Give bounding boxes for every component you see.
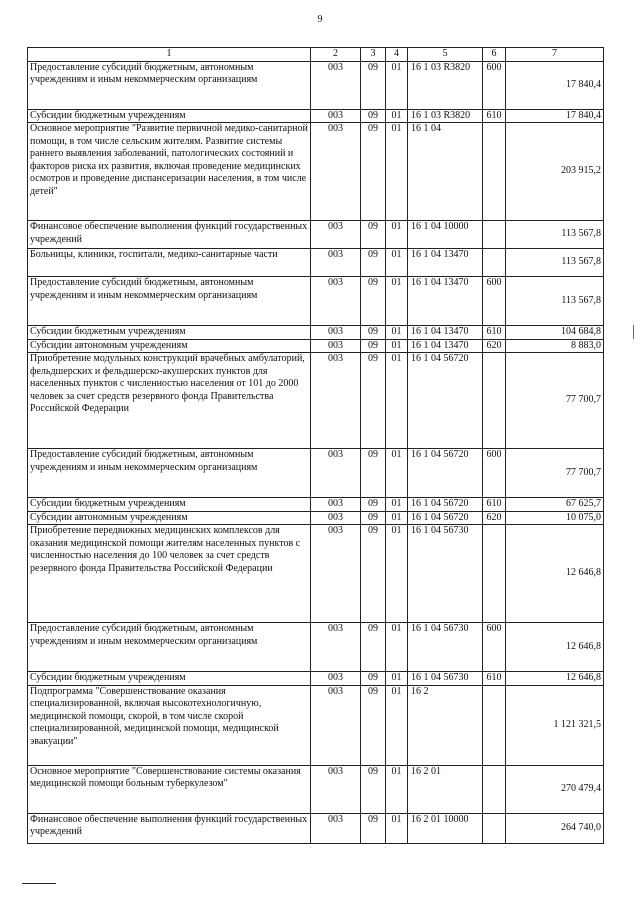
subsection-code-cell: 01 (386, 511, 408, 525)
amount-cell: 12 646,8 (506, 672, 604, 686)
section-code-cell: 09 (361, 326, 386, 340)
table-row (28, 221, 604, 249)
table-row (28, 672, 604, 686)
subsection-code-cell: 01 (386, 61, 408, 109)
expense-type-cell (483, 813, 506, 843)
subsection-code-cell: 01 (386, 525, 408, 623)
ministry-code-cell: 003 (311, 498, 361, 512)
target-article-cell: 16 1 04 56730 (408, 525, 483, 623)
expense-type-cell (483, 221, 506, 249)
ministry-code-cell: 003 (311, 326, 361, 340)
ministry-code-cell: 003 (311, 123, 361, 221)
ministry-code-cell: 003 (311, 249, 361, 277)
target-article-cell: 16 2 01 (408, 765, 483, 813)
table-row (28, 685, 604, 765)
subsection-code-cell: 01 (386, 249, 408, 277)
scan-artifact-mark (633, 325, 634, 339)
table-row (28, 326, 604, 340)
row-name-cell: Субсидии автономным учреждениям (28, 339, 311, 353)
section-code-cell: 09 (361, 685, 386, 765)
amount-cell: 270 479,4 (506, 765, 604, 813)
section-code-cell: 09 (361, 61, 386, 109)
subsection-code-cell: 01 (386, 326, 408, 340)
table-row (28, 61, 604, 109)
expense-type-cell: 610 (483, 672, 506, 686)
header-cell: 3 (361, 48, 386, 62)
expense-type-cell: 610 (483, 109, 506, 123)
amount-cell: 113 567,8 (506, 249, 604, 277)
row-name-cell: Приобретение модульных конструкций врачебных амбулаторий, фельдшерских и фельдшерско-акушерских пунктов для населенных пунктов с численностью населения от 101 до 2000 человек за счет средств резервного фонда Правительства Российской Федерации (28, 353, 311, 449)
target-article-cell: 16 1 04 56720 (408, 449, 483, 498)
expense-type-cell (483, 685, 506, 765)
section-code-cell: 09 (361, 249, 386, 277)
table-row (28, 525, 604, 623)
row-name-cell: Подпрограмма "Совершенствование оказания специализированной, включая высокотехнологичную, медицинской помощи, скорой, в том числе скорой специализированной, медицинской помощи, медицинской эвакуации" (28, 685, 311, 765)
target-article-cell: 16 1 04 13470 (408, 326, 483, 340)
table-row (28, 623, 604, 672)
table-row (28, 511, 604, 525)
subsection-code-cell: 01 (386, 277, 408, 326)
ministry-code-cell: 003 (311, 449, 361, 498)
ministry-code-cell: 003 (311, 685, 361, 765)
page-number: 9 (317, 14, 323, 25)
header-cell: 7 (506, 48, 604, 62)
amount-cell: 1 121 321,5 (506, 685, 604, 765)
row-name-cell: Предоставление субсидий бюджетным, автономным учреждениям и иным некоммерческим организациям (28, 61, 311, 109)
row-name-cell: Предоставление субсидий бюджетным, автономным учреждениям и иным некоммерческим организациям (28, 277, 311, 326)
amount-cell: 77 700,7 (506, 353, 604, 449)
amount-cell: 203 915,2 (506, 123, 604, 221)
target-article-cell: 16 1 03 R3820 (408, 109, 483, 123)
table-row (28, 277, 604, 326)
amount-cell: 10 075,0 (506, 511, 604, 525)
header-cell: 1 (28, 48, 311, 62)
ministry-code-cell: 003 (311, 109, 361, 123)
section-code-cell: 09 (361, 449, 386, 498)
expense-type-cell: 600 (483, 277, 506, 326)
subsection-code-cell: 01 (386, 339, 408, 353)
ministry-code-cell: 003 (311, 353, 361, 449)
header-cell: 5 (408, 48, 483, 62)
section-code-cell: 09 (361, 525, 386, 623)
amount-cell: 12 646,8 (506, 525, 604, 623)
section-code-cell: 09 (361, 623, 386, 672)
budget-table-body (28, 48, 604, 844)
amount-cell: 17 840,4 (506, 61, 604, 109)
header-cell: 2 (311, 48, 361, 62)
target-article-cell: 16 1 04 (408, 123, 483, 221)
section-code-cell: 09 (361, 672, 386, 686)
header-row (28, 48, 604, 62)
section-code-cell: 09 (361, 765, 386, 813)
budget-table (27, 47, 604, 844)
subsection-code-cell: 01 (386, 123, 408, 221)
target-article-cell: 16 1 04 56730 (408, 623, 483, 672)
subsection-code-cell: 01 (386, 765, 408, 813)
subsection-code-cell: 01 (386, 672, 408, 686)
row-name-cell: Финансовое обеспечение выполнения функций государственных учреждений (28, 813, 311, 843)
ministry-code-cell: 003 (311, 221, 361, 249)
amount-cell: 113 567,8 (506, 277, 604, 326)
ministry-code-cell: 003 (311, 277, 361, 326)
table-row (28, 449, 604, 498)
table-row (28, 353, 604, 449)
expense-type-cell (483, 525, 506, 623)
table-row (28, 765, 604, 813)
target-article-cell: 16 2 01 10000 (408, 813, 483, 843)
target-article-cell: 16 2 (408, 685, 483, 765)
ministry-code-cell: 003 (311, 765, 361, 813)
ministry-code-cell: 003 (311, 61, 361, 109)
subsection-code-cell: 01 (386, 813, 408, 843)
section-code-cell: 09 (361, 109, 386, 123)
expense-type-cell: 620 (483, 339, 506, 353)
amount-cell: 67 625,7 (506, 498, 604, 512)
row-name-cell: Предоставление субсидий бюджетным, автономным учреждениям и иным некоммерческим организациям (28, 449, 311, 498)
table-row (28, 123, 604, 221)
expense-type-cell: 600 (483, 623, 506, 672)
expense-type-cell (483, 123, 506, 221)
subsection-code-cell: 01 (386, 109, 408, 123)
section-code-cell: 09 (361, 123, 386, 221)
amount-cell: 113 567,8 (506, 221, 604, 249)
expense-type-cell (483, 765, 506, 813)
row-name-cell: Финансовое обеспечение выполнения функций государственных учреждений (28, 221, 311, 249)
subsection-code-cell: 01 (386, 685, 408, 765)
row-name-cell: Субсидии бюджетным учреждениям (28, 109, 311, 123)
expense-type-cell (483, 249, 506, 277)
ministry-code-cell: 003 (311, 813, 361, 843)
target-article-cell: 16 1 04 10000 (408, 221, 483, 249)
target-article-cell: 16 1 04 13470 (408, 339, 483, 353)
ministry-code-cell: 003 (311, 339, 361, 353)
row-name-cell: Основное мероприятие "Развитие первичной медико-санитарной помощи, в том числе сельским жителям. Развитие системы раннего выявления заболеваний, патологических состояний и факторов риска их развития, включая проведение медицинских осмотров и проведение диспансеризации населения, в том числе детей" (28, 123, 311, 221)
target-article-cell: 16 1 04 56720 (408, 511, 483, 525)
footnote-divider (22, 883, 56, 884)
expense-type-cell: 610 (483, 326, 506, 340)
row-name-cell: Субсидии бюджетным учреждениям (28, 672, 311, 686)
expense-type-cell: 600 (483, 449, 506, 498)
header-cell: 4 (386, 48, 408, 62)
target-article-cell: 16 1 04 56720 (408, 498, 483, 512)
section-code-cell: 09 (361, 498, 386, 512)
section-code-cell: 09 (361, 221, 386, 249)
amount-cell: 17 840,4 (506, 109, 604, 123)
section-code-cell: 09 (361, 813, 386, 843)
row-name-cell: Субсидии бюджетным учреждениям (28, 326, 311, 340)
amount-cell: 8 883,0 (506, 339, 604, 353)
row-name-cell: Приобретение передвижных медицинских комплексов для оказания медицинской помощи жителям населенных пунктов с численностью населения до 100 человек за счет средств резервного фонда Правительства Российской Федерации (28, 525, 311, 623)
target-article-cell: 16 1 04 13470 (408, 277, 483, 326)
row-name-cell: Предоставление субсидий бюджетным, автономным учреждениям и иным некоммерческим организациям (28, 623, 311, 672)
ministry-code-cell: 003 (311, 672, 361, 686)
target-article-cell: 16 1 04 56720 (408, 353, 483, 449)
subsection-code-cell: 01 (386, 449, 408, 498)
subsection-code-cell: 01 (386, 498, 408, 512)
header-cell: 6 (483, 48, 506, 62)
section-code-cell: 09 (361, 353, 386, 449)
section-code-cell: 09 (361, 277, 386, 326)
target-article-cell: 16 1 03 R3820 (408, 61, 483, 109)
expense-type-cell: 600 (483, 61, 506, 109)
subsection-code-cell: 01 (386, 221, 408, 249)
target-article-cell: 16 1 04 56730 (408, 672, 483, 686)
expense-type-cell: 620 (483, 511, 506, 525)
section-code-cell: 09 (361, 339, 386, 353)
row-name-cell: Субсидии автономным учреждениям (28, 511, 311, 525)
subsection-code-cell: 01 (386, 353, 408, 449)
ministry-code-cell: 003 (311, 525, 361, 623)
row-name-cell: Субсидии бюджетным учреждениям (28, 498, 311, 512)
amount-cell: 104 684,8 (506, 326, 604, 340)
amount-cell: 12 646,8 (506, 623, 604, 672)
table-row (28, 109, 604, 123)
amount-cell: 77 700,7 (506, 449, 604, 498)
expense-type-cell (483, 353, 506, 449)
row-name-cell: Основное мероприятие "Совершенствование системы оказания медицинской помощи больным туберкулезом" (28, 765, 311, 813)
table-row (28, 339, 604, 353)
table-row (28, 498, 604, 512)
table-row (28, 813, 604, 843)
ministry-code-cell: 003 (311, 511, 361, 525)
row-name-cell: Больницы, клиники, госпитали, медико-санитарные части (28, 249, 311, 277)
subsection-code-cell: 01 (386, 623, 408, 672)
amount-cell: 264 740,0 (506, 813, 604, 843)
section-code-cell: 09 (361, 511, 386, 525)
expense-type-cell: 610 (483, 498, 506, 512)
target-article-cell: 16 1 04 13470 (408, 249, 483, 277)
table-row (28, 249, 604, 277)
ministry-code-cell: 003 (311, 623, 361, 672)
